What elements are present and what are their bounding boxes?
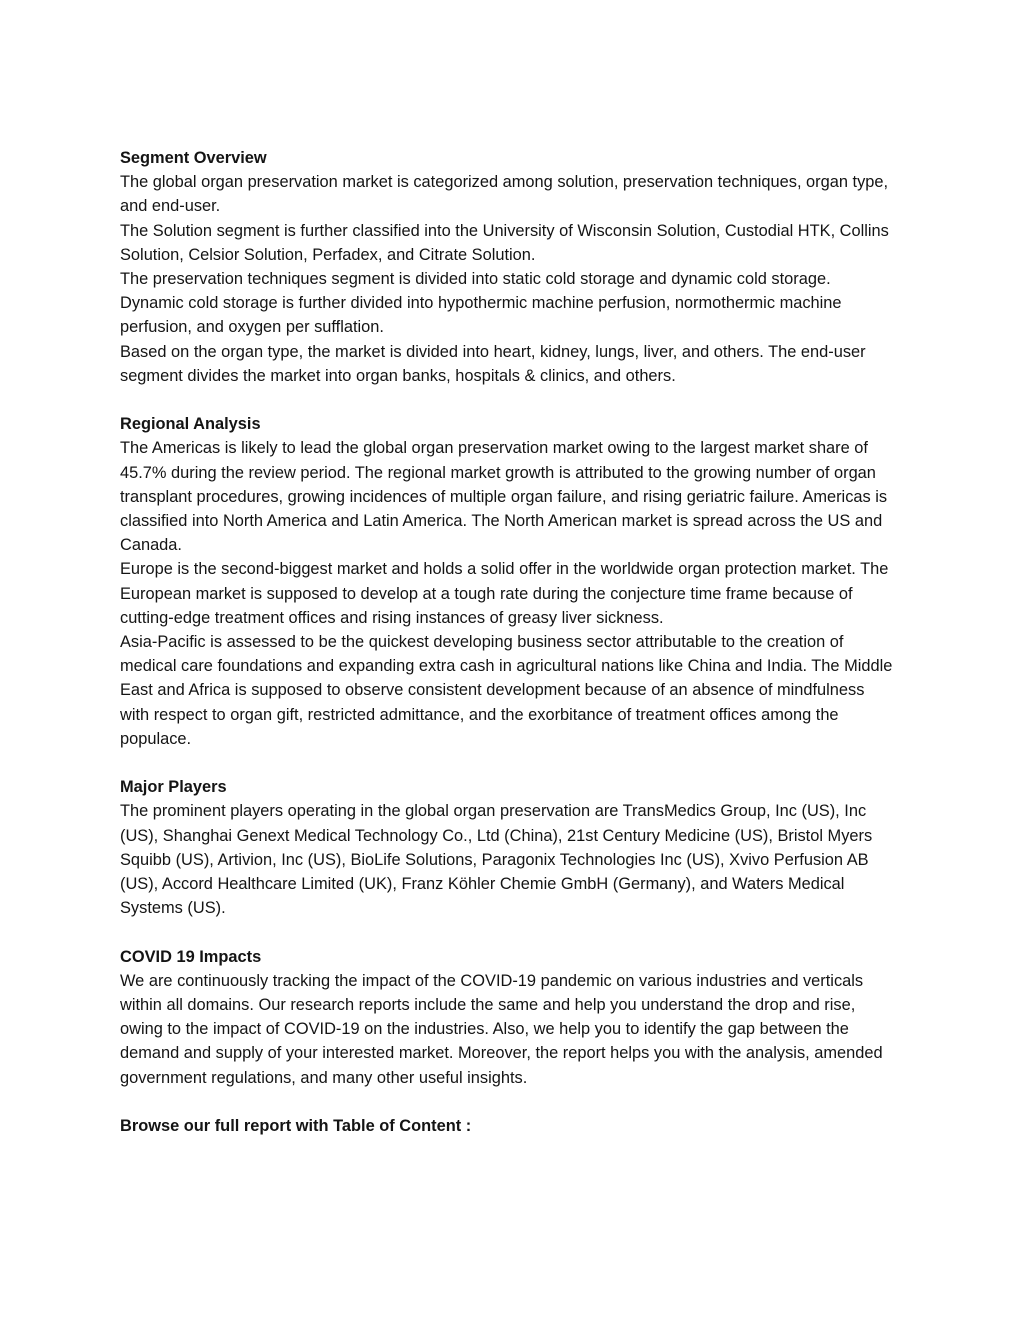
regional-analysis-heading: Regional Analysis	[120, 415, 261, 434]
segment-overview-paragraph-3: The preservation techniques segment is divided into static cold storage and dynamic cold storage. Dynamic cold storage is further divided into hypothermic machine perfusion, normothermic machine perfusion, and oxygen per sufflation.	[120, 270, 842, 337]
section-gap-2	[120, 751, 898, 775]
segment-overview-paragraph-4: Based on the organ type, the market is divided into heart, kidney, lungs, liver, and others. The end-user segment divides the market into organ banks, hospitals & clinics, and others.	[120, 342, 866, 385]
section-gap-3	[120, 920, 898, 944]
browse-report-heading: Browse our full report with Table of Content :	[120, 1117, 472, 1136]
covid-19-impacts-paragraph-1: We are continuously tracking the impact of the COVID-19 pandemic on various industries and verticals within all domains. Our research reports include the same and help you understand the drop and rise, owing to the impact of COVID-19 on the industries. Also, we help you to identify the gap between the demand and supply of your interested market. Moreover, the report helps you with the analysis, amended government regulations, and many other useful insights.	[120, 971, 883, 1087]
regional-analysis-paragraph-1: The Americas is likely to lead the global organ preservation market owing to the largest market share of 45.7% during the review period. The regional market growth is attributed to the growing number of organ transplant procedures, growing incidences of multiple organ failure, and rising geriatric failure. Americas is classified into North America and Latin America. The North American market is spread across the US and Canada.	[120, 439, 888, 555]
segment-overview-paragraph-2: The Solution segment is further classified into the University of Wisconsin Solution, Custodial HTK, Collins Solution, Celsior Solution, Perfadex, and Citrate Solution.	[120, 221, 889, 264]
section-gap-1	[120, 388, 898, 412]
regional-analysis-paragraph-3: Asia-Pacific is assessed to be the quickest developing business sector attributable to the creation of medical care foundations and expanding extra cash in agricultural nations like China and India. The Middle East and Africa is supposed to observe consistent development because of an absence of mindfulness with respect to organ gift, restricted admittance, and the exorbitance of treatment offices among the populace.	[120, 633, 893, 748]
regional-analysis-paragraph-2: Europe is the second-biggest market and holds a solid offer in the worldwide organ protection market. The European market is supposed to develop at a tough rate during the conjecture time frame because of cutting-edge treatment offices and rising instances of greasy liver sickness.	[120, 560, 889, 627]
segment-overview-paragraph-1: The global organ preservation market is categorized among solution, preservation techniques, organ type, and end-user.	[120, 173, 889, 216]
major-players-heading: Major Players	[120, 778, 227, 797]
major-players-paragraph-1: The prominent players operating in the global organ preservation are TransMedics Group, Inc (US), Inc (US), Shanghai Genext Medical Technology Co., Ltd (China), 21st Century Medicine (US), Bristol Myers Squibb (US), Artivion, Inc (US), BioLife Solutions, Paragonix Technologies Inc (US), Xvivo Perfusion AB (US), Accord Healthcare Limited (UK), Franz Köhler Chemie GmbH (Germany), and Waters Medical Systems (US).	[120, 802, 873, 918]
document-content	[120, 146, 898, 1138]
covid-19-impacts-heading: COVID 19 Impacts	[120, 947, 262, 966]
section-gap-4	[120, 1090, 898, 1114]
segment-overview-heading: Segment Overview	[120, 149, 267, 167]
